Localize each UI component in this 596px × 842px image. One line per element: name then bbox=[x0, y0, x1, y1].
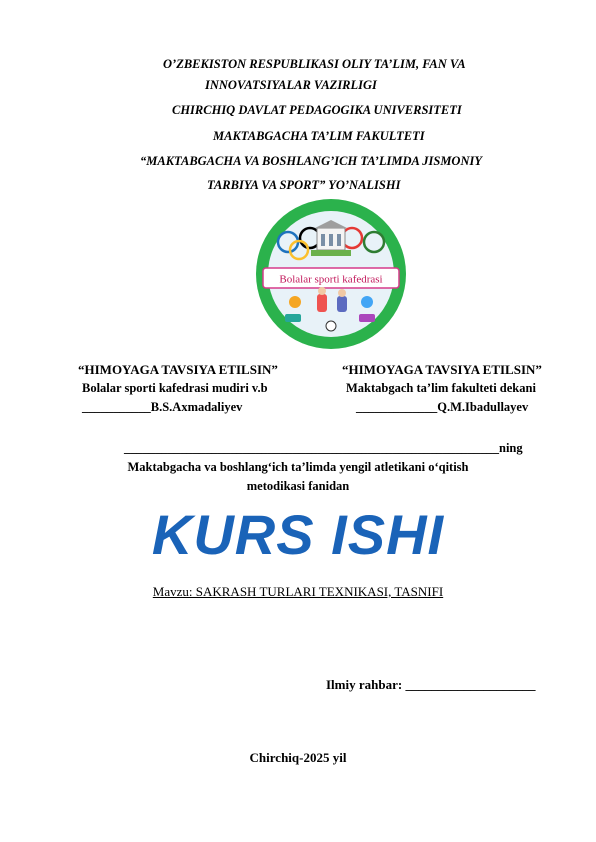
program-line2: TARBIYA VA SPORT” YO’NALISHI bbox=[207, 178, 401, 192]
topic-line: Mavzu: SAKRASH TURLARI TEXNIKASI, TASNIFI bbox=[152, 584, 444, 599]
ministry-title-line2: INNOVATSIYALAR VAZIRLIGI bbox=[205, 78, 377, 92]
subject-line1: Maktabgacha va boshlang‘ich ta’limda yengil atletikani o‘qitish bbox=[127, 460, 469, 474]
approval-left-title: “HIMOYAGA TAVSIYA ETILSIN” bbox=[78, 362, 278, 377]
department-logo bbox=[255, 198, 407, 350]
student-name-line: ____________________________________________________________ning bbox=[124, 441, 523, 455]
footer-city-year: Chirchiq-2025 yil bbox=[249, 750, 347, 765]
approval-left-signature: ___________B.S.Axmadaliyev bbox=[82, 400, 243, 414]
faculty-name: MAKTABGACHA TA’LIM FAKULTETI bbox=[213, 129, 425, 143]
university-name: CHIRCHIQ DAVLAT PEDAGOGIKA UNIVERSITETI bbox=[172, 103, 462, 117]
approval-right-title: “HIMOYAGA TAVSIYA ETILSIN” bbox=[342, 362, 542, 377]
approval-left-role: Bolalar sporti kafedrasi mudiri v.b bbox=[82, 381, 268, 395]
supervisor-line: Ilmiy rahbar: ____________________ bbox=[326, 677, 536, 692]
logo-banner-text: Bolalar sporti kafedrasi bbox=[279, 273, 383, 286]
subject-line2: metodikasi fanidan bbox=[246, 479, 350, 493]
approval-right-role: Maktabgach ta’lim fakulteti dekani bbox=[346, 381, 536, 395]
program-line1: “MAKTABGACHA VA BOSHLANG’ICH TA’LIMDA JISMONIY bbox=[140, 154, 482, 168]
document-title: KURS ISHI bbox=[151, 503, 445, 566]
ministry-title-line1: O’ZBEKISTON RESPUBLIKASI OLIY TA’LIM, FAN VA bbox=[163, 57, 466, 71]
approval-right-signature: _____________Q.M.Ibadullayev bbox=[356, 400, 529, 414]
